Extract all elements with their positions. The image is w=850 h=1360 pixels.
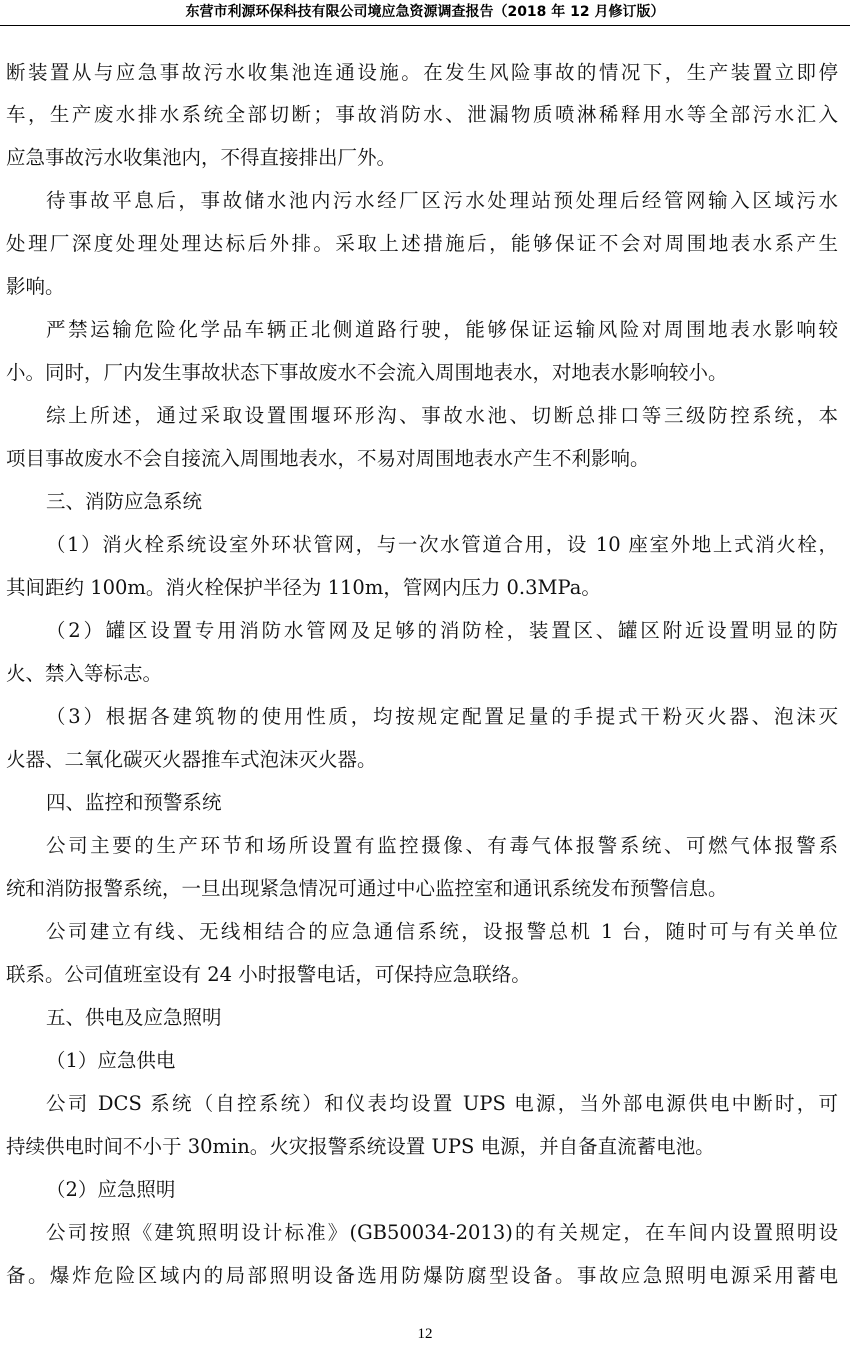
body-line: 火器、二氧化碳灭火器推车式泡沫灭火器。 [6, 748, 377, 771]
section-heading: 五、供电及应急照明 [46, 1006, 222, 1029]
body-line: 待事故平息后，事故储水池内污水经厂区污水处理站预处理后经管网输入区域污水 [46, 189, 838, 212]
body-line: 综上所述，通过采取设置围堰环形沟、事故水池、切断总排口等三级防控系统，本 [46, 404, 838, 427]
section-heading: 四、监控和预警系统 [46, 791, 222, 814]
body-line: 公司按照《建筑照明设计标准》(GB50034-2013)的有关规定，在车间内设置照明设 [46, 1221, 838, 1244]
section-heading: 三、消防应急系统 [46, 490, 203, 513]
body-line: 影响。 [6, 275, 65, 298]
body-line: 联系。公司值班室设有 24 小时报警电话，可保持应急联络。 [6, 963, 531, 986]
body-line: 小。同时，厂内发生事故状态下事故废水不会流入周围地表水，对地表水影响较小。 [6, 361, 728, 384]
body-line: 项目事故废水不会自接流入周围地表水，不易对周围地表水产生不利影响。 [6, 447, 650, 470]
header-rule [0, 25, 850, 26]
body-line: 应急事故污水收集池内，不得直接排出厂外。 [6, 146, 397, 169]
body-line: 公司建立有线、无线相结合的应急通信系统，设报警总机 1 台，随时可与有关单位 [46, 920, 838, 943]
body-line: 公司主要的生产环节和场所设置有监控摄像、有毒气体报警系统、可燃气体报警系 [46, 834, 838, 857]
body-line: 处理厂深度处理处理达标后外排。采取上述措施后，能够保证不会对周围地表水系产生 [6, 232, 838, 255]
body-line: 公司 DCS 系统（自控系统）和仪表均设置 UPS 电源，当外部电源供电中断时，可 [46, 1092, 838, 1115]
body-line: 持续供电时间不小于 30min。火灾报警系统设置 UPS 电源，并自备直流蓄电池。 [6, 1135, 715, 1158]
body-line: （1）消火栓系统设室外环状管网，与一次水管道合用，设 10 座室外地上式消火栓， [46, 533, 838, 556]
body-line: 备。爆炸危险区域内的局部照明设备选用防爆防腐型设备。事故应急照明电源采用蓄电 [6, 1264, 838, 1287]
subsection-heading: （2）应急照明 [46, 1178, 176, 1201]
body-line: 火、禁入等标志。 [6, 662, 163, 685]
body-line: 断装置从与应急事故污水收集池连通设施。在发生风险事故的情况下，生产装置立即停 [6, 61, 838, 84]
subsection-heading: （1）应急供电 [46, 1049, 176, 1072]
page-header: 东营市利源环保科技有限公司境应急资源调查报告（2018 年 12 月修订版） [185, 4, 665, 20]
body-line: 严禁运输危险化学品车辆正北侧道路行驶，能够保证运输风险对周围地表水影响较 [46, 318, 838, 341]
body-line: 统和消防报警系统，一旦出现紧急情况可通过中心监控室和通讯系统发布预警信息。 [6, 877, 728, 900]
page-number: 12 [417, 1326, 433, 1342]
body-line: 车，生产废水排水系统全部切断；事故消防水、泄漏物质喷淋稀释用水等全部污水汇入 [6, 103, 838, 126]
body-line: （3）根据各建筑物的使用性质，均按规定配置足量的手提式干粉灭火器、泡沫灭 [46, 705, 838, 728]
body-line: （2）罐区设置专用消防水管网及足够的消防栓，装置区、罐区附近设置明显的防 [46, 619, 838, 642]
body-line: 其间距约 100m。消火栓保护半径为 110m，管网内压力 0.3MPa。 [6, 576, 601, 599]
